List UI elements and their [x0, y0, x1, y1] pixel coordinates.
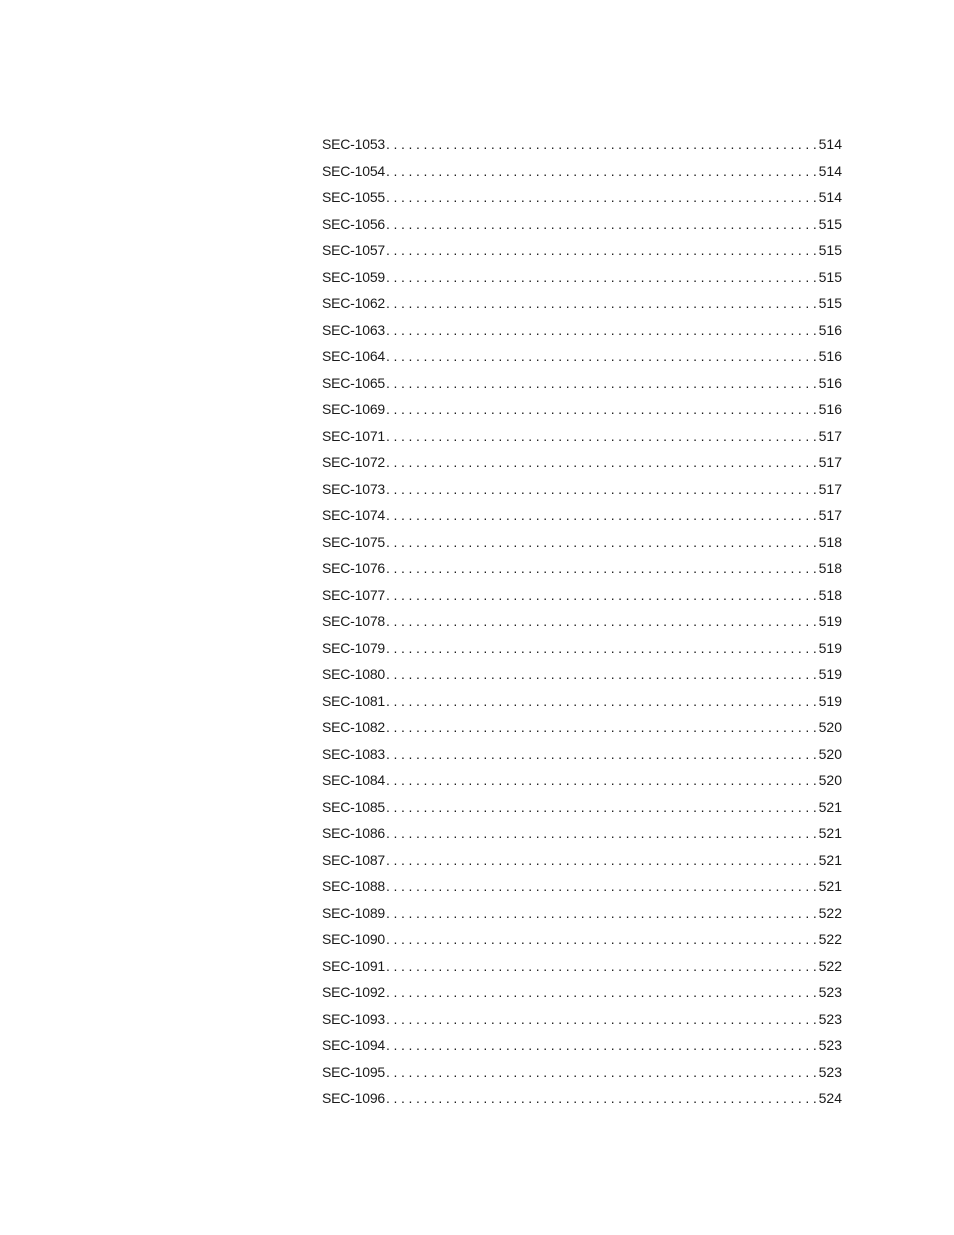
toc-dot-leader [386, 661, 818, 688]
toc-entry-label: SEC-1063 [322, 321, 385, 338]
toc-entry-page-number: 523 [818, 1037, 842, 1053]
toc-entry-label: SEC-1092 [322, 984, 385, 1000]
toc-entry-page-number: 516 [818, 348, 842, 364]
toc-entry-label: SEC-1093 [322, 1010, 385, 1027]
toc-entry-page-number: 515 [818, 242, 842, 258]
toc-entry-label: SEC-1096 [322, 1090, 385, 1106]
toc-dot-leader [386, 741, 818, 768]
toc-entry-page-number: 517 [818, 507, 842, 523]
toc-entry-page-number: 518 [818, 586, 842, 603]
toc-entry[interactable] [322, 290, 842, 317]
toc-entry-page-number: 514 [818, 136, 842, 152]
toc-entry-label: SEC-1091 [322, 957, 385, 974]
toc-entry-label: SEC-1084 [322, 772, 385, 788]
toc-entry-label: SEC-1074 [322, 507, 385, 523]
toc-dot-leader [386, 317, 818, 344]
toc-entry-label: SEC-1065 [322, 374, 385, 391]
toc-dot-leader [386, 1059, 818, 1086]
toc-entry[interactable] [322, 131, 842, 158]
toc-entry[interactable] [322, 370, 842, 397]
toc-entry-page-number: 521 [818, 825, 842, 841]
toc-dot-leader [386, 714, 818, 741]
toc-entry[interactable] [322, 767, 842, 794]
toc-entry[interactable] [322, 529, 842, 556]
toc-entry-label: SEC-1064 [322, 348, 385, 364]
toc-entry-page-number: 519 [818, 613, 842, 629]
toc-entry-page-number: 516 [818, 321, 842, 338]
toc-dot-leader [386, 370, 818, 397]
toc-dot-leader [386, 635, 818, 662]
toc-entry-page-number: 519 [818, 666, 842, 682]
toc-entry-label: SEC-1069 [322, 401, 385, 417]
toc-entry-label: SEC-1082 [322, 719, 385, 735]
toc-entry-label: SEC-1090 [322, 931, 385, 947]
toc-entry[interactable] [322, 608, 842, 635]
toc-entry-page-number: 519 [818, 639, 842, 656]
toc-dot-leader [386, 555, 818, 582]
toc-entry[interactable] [322, 926, 842, 953]
toc-entry[interactable] [322, 237, 842, 264]
toc-entry-label: SEC-1056 [322, 215, 385, 232]
toc-dot-leader [386, 131, 818, 158]
toc-entry[interactable] [322, 794, 842, 821]
toc-entry-label: SEC-1088 [322, 878, 385, 894]
toc-entry-page-number: 522 [818, 904, 842, 921]
toc-dot-leader [386, 290, 818, 317]
toc-entry-label: SEC-1057 [322, 242, 385, 258]
toc-entry-label: SEC-1054 [322, 162, 385, 179]
toc-entry-label: SEC-1094 [322, 1037, 385, 1053]
toc-dot-leader [386, 953, 818, 980]
toc-entry-page-number: 521 [818, 878, 842, 894]
toc-entry[interactable] [322, 688, 842, 715]
toc-entry-page-number: 517 [818, 454, 842, 470]
toc-entry[interactable] [322, 211, 842, 238]
toc-dot-leader [386, 449, 818, 476]
toc-dot-leader [386, 1085, 818, 1112]
toc-entry-page-number: 519 [818, 692, 842, 709]
toc-entry[interactable] [322, 1085, 842, 1112]
toc-entry[interactable] [322, 1006, 842, 1033]
toc-entry-page-number: 514 [818, 162, 842, 179]
toc-entry-label: SEC-1080 [322, 666, 385, 682]
table-of-contents [322, 131, 842, 1112]
toc-entry-label: SEC-1078 [322, 613, 385, 629]
toc-entry-label: SEC-1081 [322, 692, 385, 709]
toc-entry-page-number: 522 [818, 931, 842, 947]
toc-entry[interactable] [322, 264, 842, 291]
toc-entry-page-number: 524 [818, 1090, 842, 1106]
toc-dot-leader [386, 688, 818, 715]
toc-entry-label: SEC-1075 [322, 533, 385, 550]
toc-entry[interactable] [322, 476, 842, 503]
toc-entry[interactable] [322, 979, 842, 1006]
toc-dot-leader [386, 184, 818, 211]
toc-entry-label: SEC-1059 [322, 268, 385, 285]
toc-entry[interactable] [322, 900, 842, 927]
toc-entry-label: SEC-1079 [322, 639, 385, 656]
toc-entry-label: SEC-1073 [322, 480, 385, 497]
toc-entry-page-number: 514 [818, 189, 842, 205]
toc-entry-label: SEC-1055 [322, 189, 385, 205]
toc-dot-leader [386, 926, 818, 953]
toc-dot-leader [386, 529, 818, 556]
toc-entry-label: SEC-1085 [322, 798, 385, 815]
toc-entry-label: SEC-1089 [322, 904, 385, 921]
toc-dot-leader [386, 502, 818, 529]
toc-entry-page-number: 517 [818, 480, 842, 497]
toc-dot-leader [386, 1032, 818, 1059]
toc-dot-leader [386, 264, 818, 291]
toc-dot-leader [386, 979, 818, 1006]
toc-entry[interactable] [322, 953, 842, 980]
toc-entry[interactable] [322, 635, 842, 662]
toc-entry-page-number: 516 [818, 374, 842, 391]
toc-entry-label: SEC-1095 [322, 1063, 385, 1080]
toc-entry-page-number: 521 [818, 798, 842, 815]
toc-entry[interactable] [322, 714, 842, 741]
toc-dot-leader [386, 423, 818, 450]
toc-entry-page-number: 523 [818, 1063, 842, 1080]
toc-entry-page-number: 517 [818, 427, 842, 444]
toc-dot-leader [386, 237, 818, 264]
toc-dot-leader [386, 900, 818, 927]
toc-entry[interactable] [322, 820, 842, 847]
toc-dot-leader [386, 873, 818, 900]
toc-entry-page-number: 521 [818, 851, 842, 868]
toc-dot-leader [386, 820, 818, 847]
toc-dot-leader [386, 1006, 818, 1033]
toc-entry[interactable] [322, 396, 842, 423]
toc-dot-leader [386, 396, 818, 423]
toc-entry-label: SEC-1083 [322, 745, 385, 762]
toc-entry[interactable] [322, 1059, 842, 1086]
toc-dot-leader [386, 343, 818, 370]
toc-dot-leader [386, 476, 818, 503]
toc-entry[interactable] [322, 661, 842, 688]
toc-entry[interactable] [322, 1032, 842, 1059]
toc-entry-label: SEC-1086 [322, 825, 385, 841]
toc-entry-page-number: 515 [818, 295, 842, 311]
toc-entry-label: SEC-1076 [322, 560, 385, 576]
toc-entry[interactable] [322, 502, 842, 529]
toc-entry[interactable] [322, 873, 842, 900]
toc-entry-page-number: 515 [818, 215, 842, 232]
toc-entry-label: SEC-1072 [322, 454, 385, 470]
toc-entry-label: SEC-1071 [322, 427, 385, 444]
toc-entry-page-number: 523 [818, 984, 842, 1000]
toc-entry-page-number: 518 [818, 533, 842, 550]
toc-entry[interactable] [322, 847, 842, 874]
toc-entry-label: SEC-1062 [322, 295, 385, 311]
toc-entry-page-number: 516 [818, 401, 842, 417]
toc-entry[interactable] [322, 184, 842, 211]
toc-entry[interactable] [322, 555, 842, 582]
toc-entry[interactable] [322, 158, 842, 185]
toc-dot-leader [386, 608, 818, 635]
toc-entry-label: SEC-1077 [322, 586, 385, 603]
toc-dot-leader [386, 211, 818, 238]
toc-entry[interactable] [322, 449, 842, 476]
toc-dot-leader [386, 582, 818, 609]
toc-dot-leader [386, 158, 818, 185]
toc-entry-label: SEC-1053 [322, 136, 385, 152]
toc-entry-page-number: 520 [818, 772, 842, 788]
toc-entry[interactable] [322, 582, 842, 609]
toc-dot-leader [386, 767, 818, 794]
toc-entry-label: SEC-1087 [322, 851, 385, 868]
toc-entry-page-number: 523 [818, 1010, 842, 1027]
toc-entry-page-number: 522 [818, 957, 842, 974]
toc-entry-page-number: 515 [818, 268, 842, 285]
toc-entry-page-number: 518 [818, 560, 842, 576]
toc-entry-page-number: 520 [818, 745, 842, 762]
toc-entry[interactable] [322, 741, 842, 768]
toc-entry[interactable] [322, 423, 842, 450]
toc-entry[interactable] [322, 317, 842, 344]
toc-dot-leader [386, 847, 818, 874]
toc-dot-leader [386, 794, 818, 821]
toc-entry[interactable] [322, 343, 842, 370]
toc-entry-page-number: 520 [818, 719, 842, 735]
